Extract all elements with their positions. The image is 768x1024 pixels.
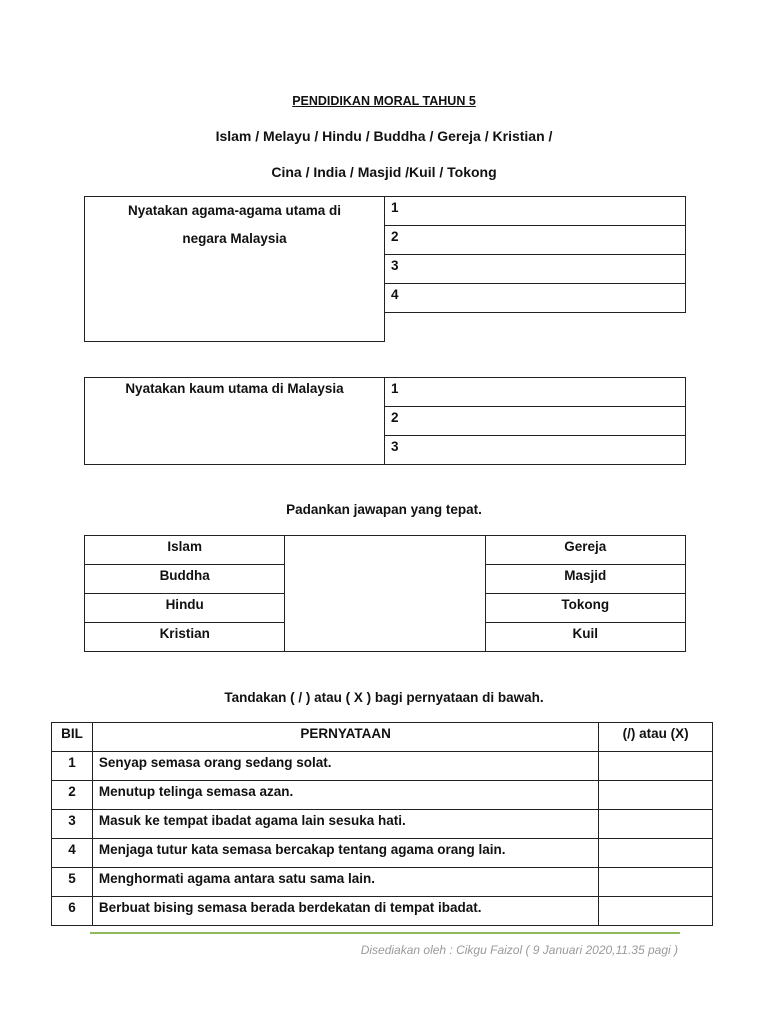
table-row — [52, 810, 713, 839]
row-number: 5 — [52, 868, 93, 897]
q1-prompt-box — [84, 196, 385, 342]
matching-table — [84, 535, 686, 652]
q1-prompt-line-1: Nyatakan agama-agama utama di — [127, 203, 342, 218]
q1-answer-table — [384, 196, 686, 313]
row-statement: Berbuat bising semasa berada berdekatan di tempat ibadat. — [92, 897, 598, 926]
q2-answer-row-1[interactable]: 1 — [385, 378, 686, 407]
table-row — [52, 868, 713, 897]
table-row — [52, 839, 713, 868]
match-left-item: Kristian — [85, 623, 285, 652]
q2-answer-row-3[interactable]: 3 — [385, 436, 686, 465]
row-mark-cell[interactable] — [599, 752, 713, 781]
q1-answer-row-3[interactable]: 3 — [385, 255, 686, 284]
q1-answer-row-2[interactable]: 2 — [385, 226, 686, 255]
row-number: 6 — [52, 897, 93, 926]
statement-header-row — [52, 723, 713, 752]
q3-instruction: Padankan jawapan yang tepat. — [286, 502, 482, 517]
statement-table — [51, 722, 713, 926]
row-mark-cell[interactable] — [599, 839, 713, 868]
table-row — [52, 897, 713, 926]
table-row — [52, 752, 713, 781]
header-statement: PERNYATAAN — [92, 723, 598, 752]
header-mark: (/) atau (X) — [599, 723, 713, 752]
q2-answer-table — [384, 377, 686, 465]
match-right-item: Masjid — [485, 565, 685, 594]
row-statement: Menutup telinga semasa azan. — [92, 781, 598, 810]
row-number: 3 — [52, 810, 93, 839]
header-no: BIL — [52, 723, 93, 752]
row-mark-cell[interactable] — [599, 897, 713, 926]
q2-answer-row-2[interactable]: 2 — [385, 407, 686, 436]
match-left-item: Islam — [85, 536, 285, 565]
match-right-item: Gereja — [485, 536, 685, 565]
word-bank-line-2: Cina / India / Masjid /Kuil / Tokong — [271, 164, 497, 180]
match-connector-area[interactable] — [285, 536, 485, 652]
q1-answer-row-1[interactable]: 1 — [385, 197, 686, 226]
row-number: 2 — [52, 781, 93, 810]
match-left-item: Hindu — [85, 594, 285, 623]
row-mark-cell[interactable] — [599, 781, 713, 810]
row-statement: Menghormati agama antara satu sama lain. — [92, 868, 598, 897]
row-mark-cell[interactable] — [599, 868, 713, 897]
match-right-item: Tokong — [485, 594, 685, 623]
match-left-item: Buddha — [85, 565, 285, 594]
q1-answer-row-4[interactable]: 4 — [385, 284, 686, 313]
row-statement: Menjaga tutur kata semasa bercakap tentang agama orang lain. — [92, 839, 598, 868]
row-mark-cell[interactable] — [599, 810, 713, 839]
row-number: 1 — [52, 752, 93, 781]
q2-prompt: Nyatakan kaum utama di Malaysia — [125, 381, 344, 396]
page-title: PENDIDIKAN MORAL TAHUN 5 — [292, 94, 476, 108]
q2-prompt-box — [84, 377, 385, 465]
q1-prompt-line-2: negara Malaysia — [182, 231, 287, 246]
row-statement: Masuk ke tempat ibadat agama lain sesuka hati. — [92, 810, 598, 839]
row-number: 4 — [52, 839, 93, 868]
table-row — [52, 781, 713, 810]
footer-credit: Disediakan oleh : Cikgu Faizol ( 9 Januari 2020,11.35 pagi ) — [360, 943, 678, 957]
match-right-item: Kuil — [485, 623, 685, 652]
footer-rule — [90, 932, 680, 934]
q4-instruction: Tandakan ( / ) atau ( X ) bagi pernyataan di bawah. — [224, 690, 544, 705]
word-bank-line-1: Islam / Melayu / Hindu / Buddha / Gereja / Kristian / — [215, 128, 553, 144]
row-statement: Senyap semasa orang sedang solat. — [92, 752, 598, 781]
